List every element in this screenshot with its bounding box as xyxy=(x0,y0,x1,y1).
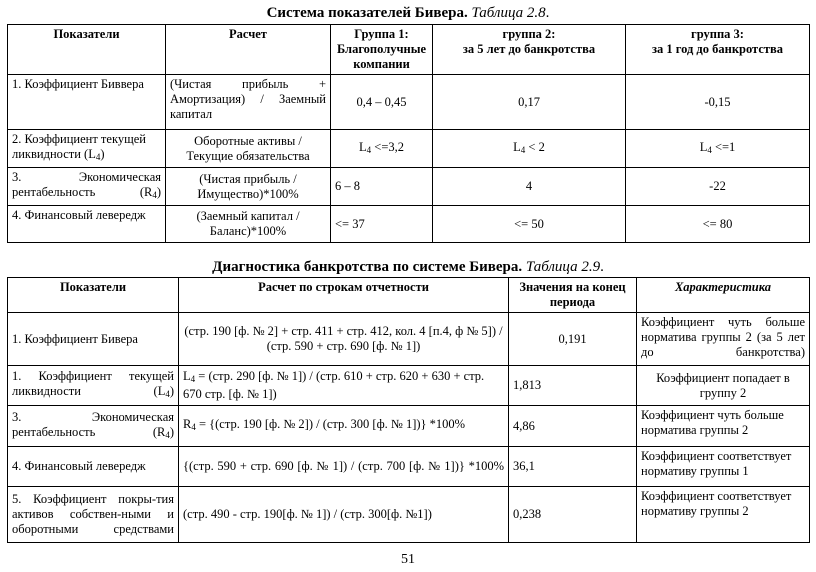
table-row xyxy=(8,168,810,206)
table1-indicator: 2. Коэффициент текущей ликвидности $(L_4)$ xyxy=(8,130,166,168)
table1-g1: 6 – 8 xyxy=(331,168,433,206)
table-row xyxy=(8,366,810,406)
table1-g3: <= 80 xyxy=(626,206,810,243)
page-number: 51 xyxy=(401,552,415,567)
table1-header-indicator: Показатели xyxy=(8,25,166,75)
table1-indicator: 4. Финансовый левередж xyxy=(8,206,166,243)
table2-desc: Коэффициент соответствует нормативу группы 2 xyxy=(637,487,810,543)
table2-value: 0,191 xyxy=(509,313,637,366)
table2-calc: {(стр. 590 + стр. 690 [ф. № 1]) / (стр. 700 [ф. № 1])} *100% xyxy=(179,447,509,487)
table1-calc: (Чистая прибыль + Амортизация) / Заемный капитал xyxy=(166,75,331,130)
table1-g3: -22 xyxy=(626,168,810,206)
table1-g1: <= 37 xyxy=(331,206,433,243)
table-row xyxy=(8,206,810,243)
table2-label: Таблица 2.9 xyxy=(525,259,601,275)
table2-calc: $L_4 = (стр$. 290 [ф. № 1]) / (стр. 610 + стр. 620 + 630 + стр. 670 стр. [ф. № 1]) xyxy=(179,366,509,406)
table1-g3: -0,15 xyxy=(626,75,810,130)
table1-calc: (Заемный капитал / Баланс)*100% xyxy=(166,206,331,243)
table-row xyxy=(8,487,810,543)
table1-g3: $L_4 <=1$ xyxy=(626,130,810,168)
table2-indicator: 5. Коэффициент покры-тия активов собствен-ными и оборотными средствами xyxy=(8,487,179,543)
table2-title: Диагностика банкротства по системе Бивера. xyxy=(212,259,523,275)
table1-header-calc: Расчет xyxy=(166,25,331,75)
table2-header-value: Значения на конец периода xyxy=(509,278,637,313)
table2-calc: (стр. 490 - стр. 190[ф. № 1]) / (стр. 300[ф. №1]) xyxy=(179,487,509,543)
table1-calc: (Чистая прибыль / Имущество)*100% xyxy=(166,168,331,206)
table1-g1: $L_4 <=3,2$ xyxy=(331,130,433,168)
table1-header-group1: Группа 1: Благополучные компании xyxy=(331,25,433,75)
table2-value: 1,813 xyxy=(509,366,637,406)
table1-g2: <= 50 xyxy=(433,206,626,243)
table2-header-row xyxy=(8,278,810,313)
table2-calc: $R_4 = \{(стр$. 190 [ф. № 2]) / (стр. 300 [ф. № 1])} *100% xyxy=(179,406,509,447)
table2-desc: Коэффициент чуть больше норматива группы 2 (за 5 лет до банкротства) xyxy=(637,313,810,366)
table1-g1: 0,4 – 0,45 xyxy=(331,75,433,130)
table2-header-desc: Характеристика xyxy=(637,278,810,313)
table-row xyxy=(8,406,810,447)
table-row xyxy=(8,75,810,130)
table2-indicator: 1. Коэффициент текущей ликвидности $(L_4)$ xyxy=(8,366,179,406)
table2-indicator: 1. Коэффициент Бивера xyxy=(8,313,179,366)
table2-desc: Коэффициент чуть больше норматива группы 2 xyxy=(637,406,810,447)
table1-header-row xyxy=(8,25,810,75)
table1-label: Таблица 2.8 xyxy=(471,5,546,21)
table2-value: 36,1 xyxy=(509,447,637,487)
table1 xyxy=(7,24,810,243)
table2-desc: Коэффициент попадает в группу 2 xyxy=(637,366,810,406)
table2-header-indicator: Показатели xyxy=(8,278,179,313)
table1-header-group2: группа 2: за 5 лет до банкротства xyxy=(433,25,626,75)
table1-g2: 4 xyxy=(433,168,626,206)
table1-calc: Оборотные активы / Текущие обязательства xyxy=(166,130,331,168)
table1-caption: Система показателей Бивера. Таблица 2.8. xyxy=(266,5,550,21)
table1-g2: 0,17 xyxy=(433,75,626,130)
table1-indicator: 1. Коэффициент Биввера xyxy=(8,75,166,130)
table1-g2: $L_4 < 2$ xyxy=(433,130,626,168)
table2-desc: Коэффициент соответствует нормативу группы 1 xyxy=(637,447,810,487)
table2-value: 4,86 xyxy=(509,406,637,447)
table1-title: Система показателей Бивера. xyxy=(266,5,468,21)
table2 xyxy=(7,277,810,543)
table-row xyxy=(8,313,810,366)
table2-caption: Диагностика банкротства по системе Бивера. Таблица 2.9. xyxy=(212,259,604,275)
table2-value: 0,238 xyxy=(509,487,637,543)
table1-indicator: 3. Экономическая рентабельность $(R_4)$ xyxy=(8,168,166,206)
table2-indicator: 4. Финансовый левередж xyxy=(8,447,179,487)
table2-indicator: 3. Экономическая рентабельность $(R_4)$ xyxy=(8,406,179,447)
table-row xyxy=(8,130,810,168)
table2-calc: (стр. 190 [ф. № 2] + стр. 411 + стр. 412, кол. 4 [п.4, ф № 5]) / (стр. 590 + стр. 690 [ф. № 1]) xyxy=(179,313,509,366)
table-row xyxy=(8,447,810,487)
table2-header-calc: Расчет по строкам отчетности xyxy=(179,278,509,313)
table1-header-group3: группа 3: за 1 год до банкротства xyxy=(626,25,810,75)
